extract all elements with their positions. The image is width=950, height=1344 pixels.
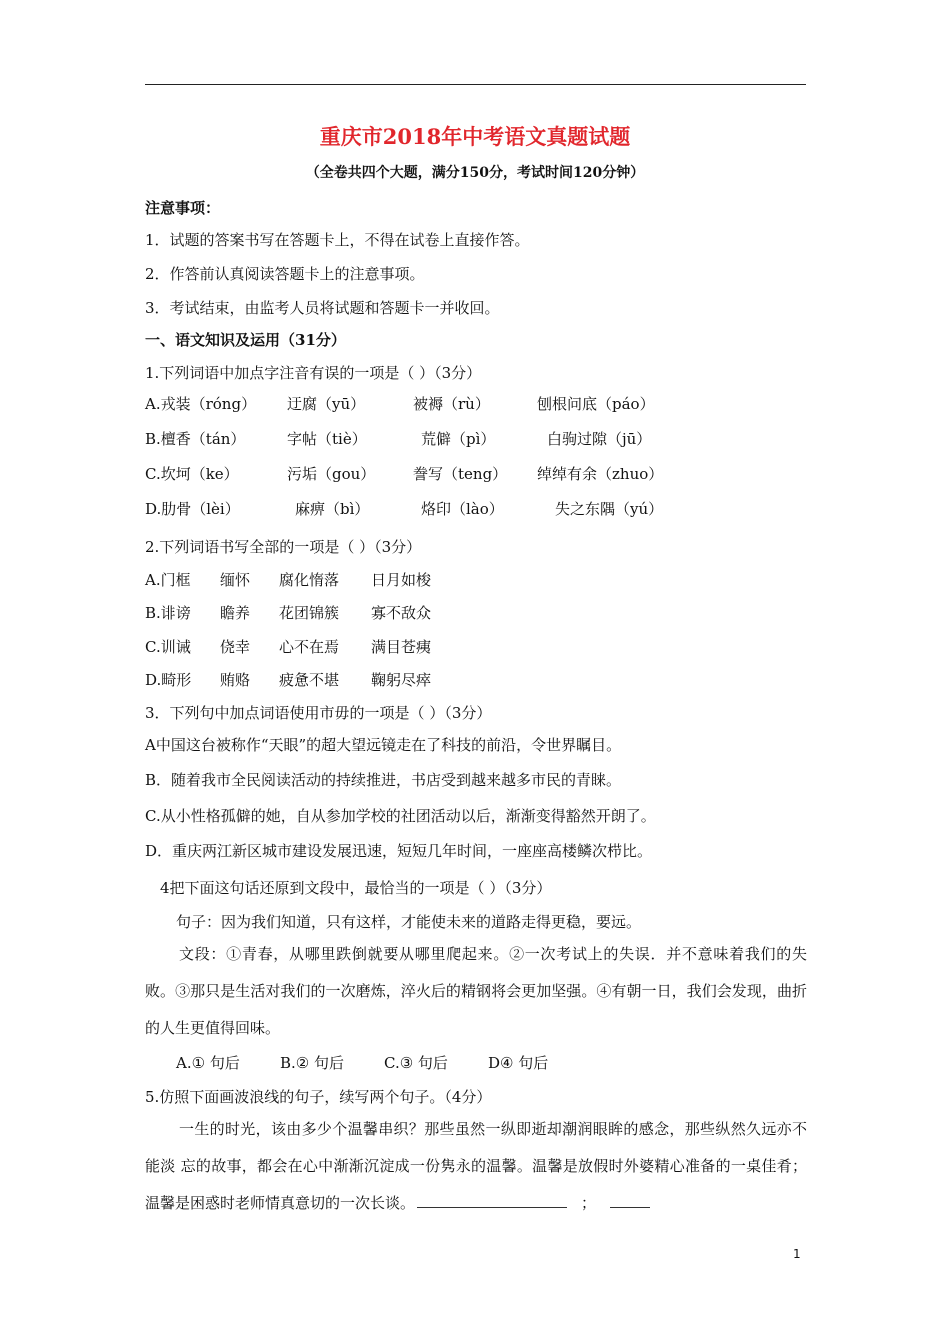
notice-item: 3．考试结束，由监考人员将试题和答题卡一并收回。 [145, 299, 500, 317]
q2-option-item: 满目苍痍 [371, 638, 432, 656]
q2-option-item: C.训诫 [145, 638, 191, 656]
answer-blank-2[interactable] [610, 1193, 650, 1208]
q3-option: A中国这台被称作“天眼”的超大望远镜走在了科技的前沿，令世界瞩目。 [145, 736, 622, 754]
q5-separator: ； [581, 1194, 597, 1212]
q2-option-item: 贿赂 [220, 671, 251, 689]
q1-option-item: 迂腐（yū） [287, 395, 366, 413]
q1-option-item: 白驹过隙（jū） [547, 430, 652, 448]
q4-option-item: B.② 句后 [280, 1054, 345, 1072]
q4-option-item: D④ 句后 [488, 1054, 549, 1072]
q2-option-item: 缅怀 [220, 571, 251, 589]
q1-option-item: A.戎装（róng） [145, 395, 257, 413]
q5-passage [145, 1111, 807, 1222]
page-number: 1 [793, 1247, 801, 1261]
q2-option-item: 花团锦簇 [279, 604, 340, 622]
q2-option-item: 日月如梭 [371, 571, 432, 589]
q4-sentence: 句子：因为我们知道，只有这样，才能使未来的道路走得更稳，要远。 [176, 913, 642, 931]
section-heading: 一、语文知识及运用（31分） [145, 331, 346, 349]
q2-option-item: 疲惫不堪 [279, 671, 340, 689]
header-rule [145, 84, 806, 85]
q1-option-item: 誊写（teng） [413, 465, 508, 483]
q1-option-item: 麻痹（bì） [295, 500, 370, 518]
q1-option-item: 荒僻（pì） [421, 430, 496, 448]
q2-option-item: 侥幸 [220, 638, 251, 656]
q5-stem: 5.仿照下面画波浪线的句子，续写两个句子。（4分） [145, 1088, 492, 1106]
q3-option: C.从小性格孤僻的她，自从参加学校的社团活动以后，渐渐变得豁然开朗了。 [145, 807, 656, 825]
q1-option-item: 绰绰有余（zhuo） [537, 465, 664, 483]
notice-item: 2．作答前认真阅读答题卡上的注意事项。 [145, 265, 425, 283]
q2-stem: 2.下列词语书写全部的一项是（ ）（3分） [145, 538, 422, 556]
answer-blank-1[interactable] [417, 1193, 567, 1208]
q2-option-item: B.诽谤 [145, 604, 191, 622]
q4-passage: 文段：①青春，从哪里跌倒就要从哪里爬起来。②一次考试上的失误．并不意味着我们的失败。③那只是生活对我们的一次磨炼，淬火后的精钢将会更加坚强。④有朝一日，我们会发现，曲折的人生更值得回味。 [145, 945, 807, 1037]
q1-stem: 1.下列词语中加点字注音有误的一项是（ ）（3分） [145, 364, 482, 382]
q3-option: B．随着我市全民阅读活动的持续推进，书店受到越来越多市民的青睐。 [145, 771, 622, 789]
q2-option-item: 腐化惰落 [279, 571, 340, 589]
q4-stem: 4把下面这句话还原到文段中，最恰当的一项是（ ）（3分） [160, 879, 552, 897]
q1-option-item: 污垢（gou） [287, 465, 376, 483]
q1-option-item: C.坎坷（ke） [145, 465, 239, 483]
q1-option-item: 失之东隅（yú） [555, 500, 664, 518]
notice-item: 1．试题的答案书写在答题卡上，不得在试卷上直接作答。 [145, 231, 530, 249]
q3-stem: 3．下列句中加点词语使用市毋的一项是（ ）（3分） [145, 704, 492, 722]
notice-heading: 注意事项： [145, 199, 221, 217]
exam-subtitle: （全卷共四个大题，满分150分，考试时间120分钟） [305, 165, 645, 181]
q1-option-item: 被褥（rù） [413, 395, 490, 413]
q3-option: D．重庆两江新区城市建设发展迅速，短短几年时间，一座座高楼鳞次栉比。 [145, 842, 653, 860]
q1-option-item: D.肋骨（lèi） [145, 500, 240, 518]
q4-option-item: C.③ 句后 [384, 1054, 448, 1072]
q1-option-item: B.檀香（tán） [145, 430, 246, 448]
q1-option-item: 烙印（lào） [421, 500, 504, 518]
q2-option-item: 瞻养 [220, 604, 251, 622]
q2-option-item: D.畸形 [145, 671, 192, 689]
q5-passage-text: 一生的时光，该由多少个温馨串织？那些虽然一纵即逝却潮润眼眸的感念，那些纵然久远亦不能淡 忘的故事，都会在心中渐渐沉淀成一份隽永的温馨。温馨是放假时外婆精心准备的一桌佳肴；温馨是困惑时老师情真意切的一次长谈。 [145, 1120, 807, 1212]
q2-option-item: 心不在焉 [279, 638, 340, 656]
q2-option-item: A.门框 [145, 571, 191, 589]
q4-option-item: A.① 句后 [176, 1054, 240, 1072]
exam-title: 重庆市2018年中考语文真题试题 [319, 124, 631, 149]
q1-option-item: 字帖（tiè） [287, 430, 367, 448]
q2-option-item: 寡不敌众 [371, 604, 432, 622]
q1-option-item: 刨根问底（páo） [537, 395, 655, 413]
q2-option-item: 鞠躬尽瘁 [371, 671, 432, 689]
